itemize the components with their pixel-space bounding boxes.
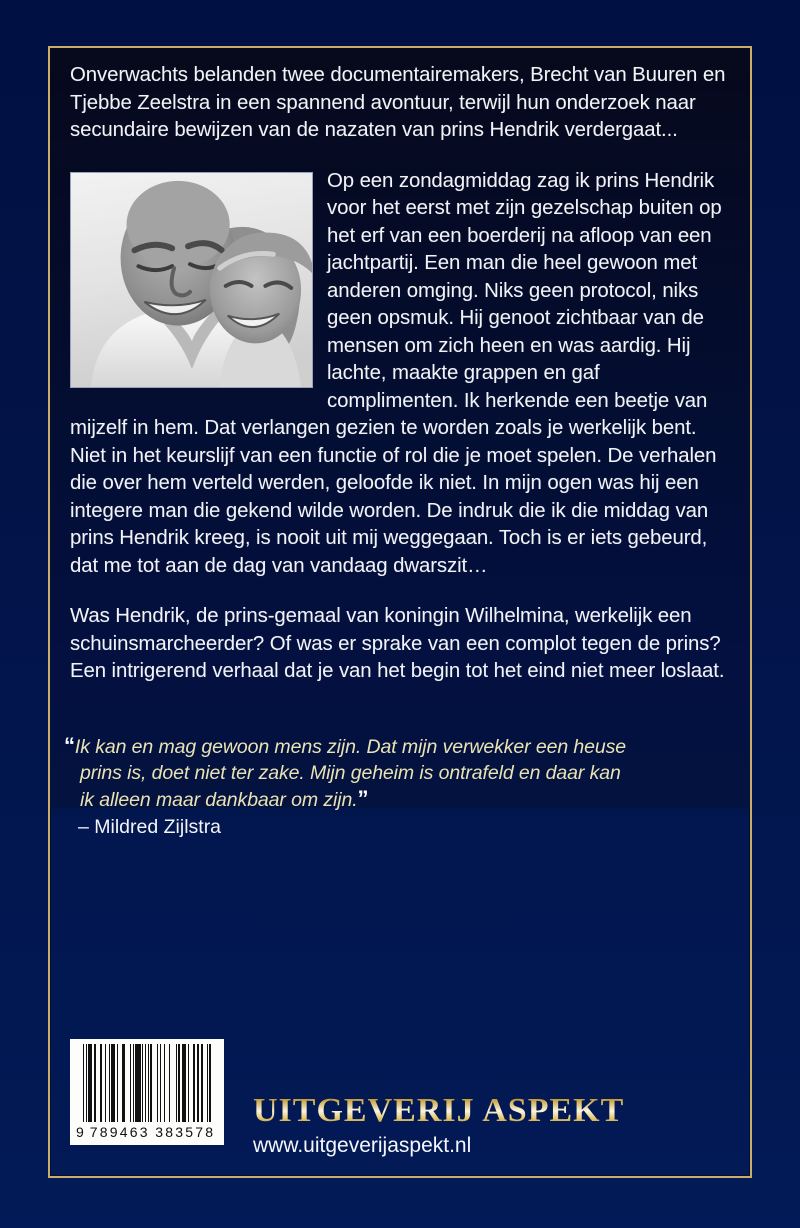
quote-text-3: ik alleen maar dankbaar om zijn. <box>80 789 358 811</box>
publisher-url[interactable]: www.uitgeverijaspekt.nl <box>253 1134 472 1157</box>
barcode-bars <box>74 1044 220 1122</box>
barcode-digit-group-3: 383578 <box>155 1124 216 1140</box>
barcode-digit-group-1: 9 <box>76 1124 85 1140</box>
photo-image <box>71 173 312 387</box>
quote-attribution: – Mildred Zijlstra <box>78 816 222 838</box>
blurb-body-wrap <box>70 168 730 581</box>
quote-line-3 <box>64 786 744 813</box>
pull-quote <box>64 733 744 841</box>
author-photo <box>70 172 313 388</box>
publisher-block <box>253 1092 673 1159</box>
barcode-digit-group-2: 789463 <box>89 1124 150 1140</box>
quote-open-mark: “ <box>64 733 75 758</box>
isbn-barcode <box>70 1039 224 1145</box>
publisher-name: UITGEVERIJ ASPEKT <box>253 1092 673 1130</box>
blurb-intro: Onverwachts belanden twee documentairemakers, Brecht van Buuren en Tjebbe Zeelstra in een spannend avontuur, terwijl hun onderzoek naar secundaire bewijzen van de nazaten van prins Hendrik verdergaat... <box>70 64 726 141</box>
barcode-digits <box>74 1124 220 1140</box>
blurb-body: Op een zondagmiddag zag ik prins Hendrik voor het eerst met zijn gezelschap buiten op het erf van een boerderij na afloop van een jachtpartij. Een man die heel gewoon met anderen omging. Niks geen protocol, niks geen opsmuk. Hij genoot zichtbaar van de mensen om zich heen en was aardig. Hij lachte, maakte grappen en gaf complimenten. Ik herkende een beetje van mijzelf in hem. Dat verlangen gezien te worden zoals je werkelijk bent. Niet in het keurslijf van een functie of rol die je moet spelen. De verhalen die over hem verteld werden, geloofde ik niet. In mijn ogen was hij een integere man die gekend wilde worden. De indruk die ik die middag van prins Hendrik kreeg, is nooit uit mij weggegaan. Toch is er iets gebeurd, dat me tot aan de dag van vandaag dwarszit… <box>70 169 722 577</box>
quote-text-1: Ik kan en mag gewoon mens zijn. Dat mijn verwekker een heuse <box>74 736 627 758</box>
blurb-closing: Was Hendrik, de prins-gemaal van koningin Wilhelmina, werkelijk een schuinsmarcheerder? Of was er sprake van een complot tegen de prins? Een intrigerend verhaal dat je van het begin tot het eind niet meer loslaat. <box>70 605 725 682</box>
quote-line-2: prins is, doet niet ter zake. Mijn geheim is ontrafeld en daar kan <box>80 762 621 784</box>
text-panel <box>50 48 750 808</box>
quote-line-1 <box>64 733 744 760</box>
quote-close-mark: ” <box>357 786 369 811</box>
